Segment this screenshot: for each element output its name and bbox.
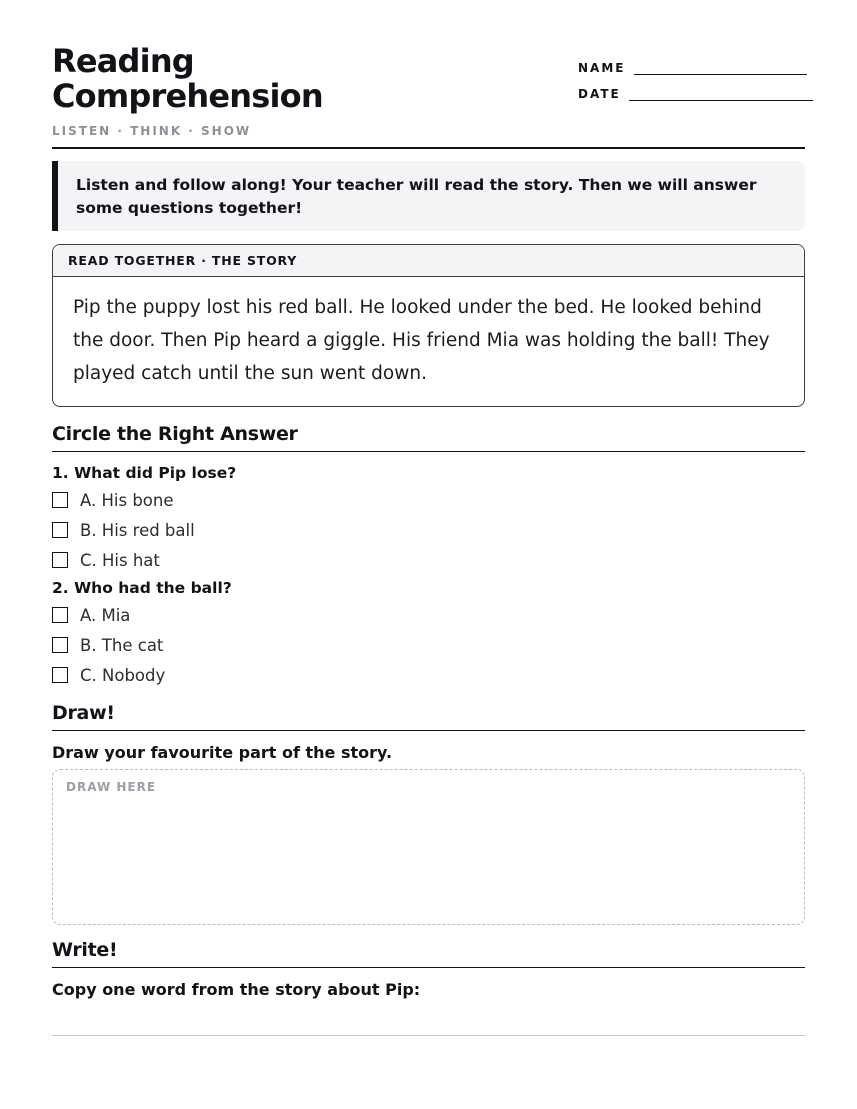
name-label: NAME <box>578 61 626 75</box>
story-box <box>52 244 805 407</box>
option-label: A. Mia <box>80 605 131 625</box>
title-line-2: Comprehension <box>52 77 323 115</box>
checkbox[interactable] <box>52 492 68 508</box>
page-subtitle: LISTEN · THINK · SHOW <box>52 124 252 138</box>
option-label: B. The cat <box>80 635 164 655</box>
worksheet-page <box>52 44 805 1036</box>
answer-option[interactable] <box>52 545 805 575</box>
answer-option[interactable] <box>52 515 805 545</box>
question-1 <box>52 464 805 575</box>
name-field[interactable] <box>578 49 813 75</box>
option-label: A. His bone <box>80 490 174 510</box>
option-label: C. His hat <box>80 550 160 570</box>
checkbox[interactable] <box>52 522 68 538</box>
student-fields <box>578 49 813 101</box>
answer-option[interactable] <box>52 600 805 630</box>
answer-option[interactable] <box>52 630 805 660</box>
header-divider <box>52 147 805 149</box>
story-text: Pip the puppy lost his red ball. He looked under the bed. He looked behind the door. Then Pip heard a giggle. His friend Mia was holding the ball! They played catch until the sun went down. <box>73 297 770 384</box>
answer-option[interactable] <box>52 660 805 690</box>
option-label: C. Nobody <box>80 665 166 685</box>
story-heading: READ TOGETHER · THE STORY <box>53 245 804 277</box>
question-2 <box>52 579 805 690</box>
date-line[interactable] <box>629 87 813 101</box>
answer-option[interactable] <box>52 485 805 515</box>
date-field[interactable] <box>578 75 813 101</box>
section-title-draw: Draw! <box>52 702 805 731</box>
draw-area[interactable] <box>52 769 805 925</box>
name-line[interactable] <box>634 61 807 75</box>
title-line-1: Reading <box>52 42 194 80</box>
question-text: 2. Who had the ball? <box>52 579 232 597</box>
date-label: DATE <box>578 87 621 101</box>
worksheet-header <box>52 44 805 139</box>
checkbox[interactable] <box>52 637 68 653</box>
checkbox[interactable] <box>52 552 68 568</box>
checkbox[interactable] <box>52 607 68 623</box>
draw-prompt: Draw your favourite part of the story. <box>52 743 393 762</box>
instructions-callout: Listen and follow along! Your teacher will read the story. Then we will answer some questions together! <box>52 161 805 231</box>
checkbox[interactable] <box>52 667 68 683</box>
draw-area-label: DRAW HERE <box>66 780 157 794</box>
write-prompt: Copy one word from the story about Pip: <box>52 980 421 999</box>
write-answer-line[interactable] <box>52 1035 805 1036</box>
question-text: 1. What did Pip lose? <box>52 464 237 482</box>
option-label: B. His red ball <box>80 520 195 540</box>
section-title-write: Write! <box>52 939 805 968</box>
section-title-circle: Circle the Right Answer <box>52 423 805 452</box>
